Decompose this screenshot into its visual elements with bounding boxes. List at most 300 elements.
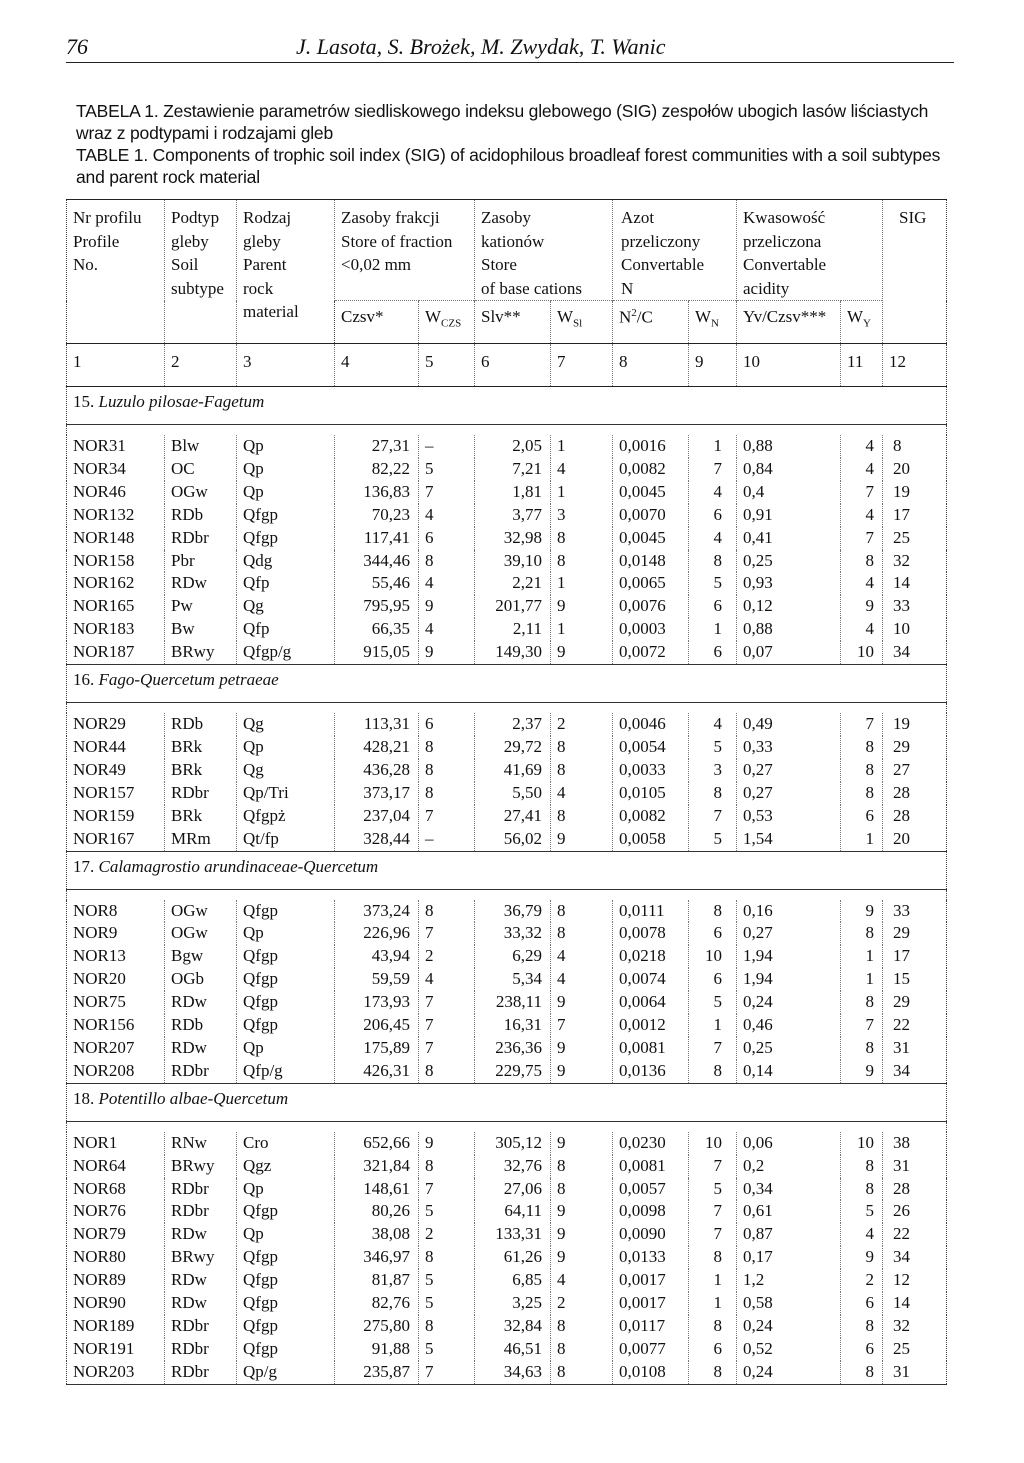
table-cell: 6 [419,713,475,736]
group-heading [67,387,947,425]
subhead-wy: $W_Y$ [841,301,883,344]
table-cell: 0,14 [737,1060,841,1083]
table-cell: 0,0108 [613,1361,689,1384]
table-cell: Qp/g [237,1361,335,1384]
table-cell: 7 [841,1014,883,1037]
table-cell: NOR148 [67,527,165,550]
table-cell: 7 [689,805,737,828]
group-heading-row [67,387,947,425]
table-cell: 9 [551,1132,613,1155]
table-cell: 2 [419,1223,475,1246]
table-cell: 1 [551,481,613,504]
table-cell: 34 [883,1246,947,1269]
table-cell: 1 [689,618,737,641]
table-cell: 8 [841,736,883,759]
table-cell: 8 [551,1361,613,1384]
table-cell: 6 [419,527,475,550]
table-cell: 5 [419,1292,475,1315]
table-cell: Qt/fp [237,828,335,851]
table-cell: 7 [419,1361,475,1384]
table-cell: 426,31 [335,1060,419,1083]
table-cell: 32 [883,550,947,573]
table-cell: 3 [689,759,737,782]
table-cell: NOR208 [67,1060,165,1083]
column-number: 8 [613,344,689,387]
table-cell: 0,0148 [613,550,689,573]
table-cell: 7 [689,458,737,481]
group-gap [67,425,947,436]
table-cell: 80,26 [335,1200,419,1223]
table-cell: 4 [551,782,613,805]
col-fraction-header [335,200,475,301]
table-cell: RDbr [165,527,237,550]
h-rock-line: rock [243,278,274,298]
table-cell: NOR203 [67,1361,165,1384]
table-cell: 5 [689,828,737,851]
table-cell: 6 [689,1338,737,1361]
table-cell: Qp [237,1178,335,1201]
table-cell: 5 [689,991,737,1014]
table-cell: 0,34 [737,1178,841,1201]
table-cell: 0,25 [737,550,841,573]
table-cell: 9 [841,595,883,618]
table-cell: 4 [419,504,475,527]
table-cell: RDw [165,1223,237,1246]
table-cell: 0,0012 [613,1014,689,1037]
table-cell: NOR49 [67,759,165,782]
table-cell: 8 [689,550,737,573]
table-cell: 0,41 [737,527,841,550]
table-cell: RDw [165,572,237,595]
table-cell: RDw [165,1269,237,1292]
table-cell: 27,06 [475,1178,551,1201]
table-cell: 8 [689,1246,737,1269]
table-cell: 235,87 [335,1361,419,1384]
col-sig-header [883,200,947,344]
table-cell: 9 [841,1246,883,1269]
table-cell: 2,21 [475,572,551,595]
table-cell: 0,0082 [613,805,689,828]
table-cell: 305,12 [475,1132,551,1155]
table-row [67,713,947,736]
table-cell: 5 [419,1200,475,1223]
table-cell: 10 [883,618,947,641]
table-cell: 34,63 [475,1361,551,1384]
table-cell: 0,0078 [613,922,689,945]
table-cell: BRk [165,736,237,759]
table-cell: 0,0218 [613,945,689,968]
table-cell: 0,84 [737,458,841,481]
h-rock-line: Parent [243,255,287,274]
table-cell: 8 [551,1178,613,1201]
table-cell: 1 [689,1269,737,1292]
table-cell: NOR165 [67,595,165,618]
col-acidity-header [737,200,883,301]
table-cell: OGw [165,481,237,504]
table-cell: NOR29 [67,713,165,736]
table-cell: 8 [551,1338,613,1361]
table-cell: 10 [689,1132,737,1155]
table-cell: 1 [841,945,883,968]
table-cell: 2 [841,1269,883,1292]
column-number: 7 [551,344,613,387]
table-cell: 5 [419,1269,475,1292]
table-cell: 321,84 [335,1155,419,1178]
table-cell: RDbr [165,1338,237,1361]
table-row [67,828,947,851]
table-cell: 8 [841,1037,883,1060]
h-fraction-line: <0,02 mm [341,255,412,274]
table-cell: 4 [841,435,883,458]
table-cell: 8 [689,782,737,805]
table-cell: 8 [689,900,737,923]
col-rock-header [237,200,335,344]
table-cell: 8 [419,1155,475,1178]
table-cell: NOR44 [67,736,165,759]
table-cell: 3,25 [475,1292,551,1315]
table-cell: NOR20 [67,968,165,991]
table-cell: 1,81 [475,481,551,504]
table-row [67,900,947,923]
subhead-wn: $W_N$ [689,301,737,344]
table-cell: 0,88 [737,618,841,641]
column-number: 6 [475,344,551,387]
table-cell: 0,49 [737,713,841,736]
table-cell: Qfgp [237,1315,335,1338]
group-gap [67,889,947,900]
table-cell: 27,31 [335,435,419,458]
caption-english: TABLE 1. Components of trophic soil index (SIG) of acidophilous broadleaf forest communities with a soil subtypes and parent rock material [76,145,941,187]
table-cell: 0,17 [737,1246,841,1269]
table-cell: 9 [551,1246,613,1269]
table-cell: NOR75 [67,991,165,1014]
table-row [67,1269,947,1292]
table-cell: 4 [841,1223,883,1246]
h-subtype-line: Soil [171,255,199,274]
column-number: 1 [67,344,165,387]
table-row [67,572,947,595]
table-cell: 17 [883,504,947,527]
table-row [67,736,947,759]
table-cell: 1 [841,828,883,851]
table-cell: NOR156 [67,1014,165,1037]
table-cell: 0,0074 [613,968,689,991]
h-nitrogen-line: przeliczony [621,231,701,251]
table-cell: 4 [419,572,475,595]
table-cell: 10 [689,945,737,968]
table-cell: 6 [841,1338,883,1361]
table-cell: 9 [551,1060,613,1083]
table-cell: Qfgp [237,968,335,991]
table-cell: 2,11 [475,618,551,641]
table-cell: 32 [883,1315,947,1338]
table-row [67,782,947,805]
subhead-wczs: $W_{CZS}$ [419,301,475,344]
table-cell: 0,24 [737,991,841,1014]
table-cell: 0,46 [737,1014,841,1037]
community-name: Luzulo pilosae-Fagetum [98,392,265,411]
table-cell: 7 [551,1014,613,1037]
col-cations-header [475,200,613,301]
table-cell: 8 [551,1155,613,1178]
table-cell: Qgz [237,1155,335,1178]
table-cell: 25 [883,527,947,550]
table-cell: 8 [551,736,613,759]
table-cell: 82,76 [335,1292,419,1315]
table-cell: 36,79 [475,900,551,923]
table-cell: 8 [551,759,613,782]
table-cell: Qfgp [237,504,335,527]
table-cell: 31 [883,1037,947,1060]
table-cell: OGb [165,968,237,991]
table-cell: 4 [689,527,737,550]
table-cell: Qfgp [237,1246,335,1269]
h-acidity-line: przeliczona [743,231,822,251]
table-cell: 6 [689,595,737,618]
group-number: 15. [73,392,95,411]
table-cell: Qg [237,595,335,618]
table-cell: 1 [689,1292,737,1315]
table-cell: 206,45 [335,1014,419,1037]
table-cell: 0,0111 [613,900,689,923]
table-cell: 6 [689,968,737,991]
col-subtype-header [165,200,237,344]
table-cell: 0,52 [737,1338,841,1361]
table-cell: 10 [841,641,883,664]
table-cell: 33 [883,900,947,923]
table-cell: 0,06 [737,1132,841,1155]
group-heading [67,665,947,703]
table-cell: RDb [165,504,237,527]
table-cell: 8 [841,1178,883,1201]
table-row [67,618,947,641]
table-cell: 0,0072 [613,641,689,664]
table-cell: 10 [841,1132,883,1155]
table-cell: 3,77 [475,504,551,527]
table-cell: 16,31 [475,1014,551,1037]
table-cell: 275,80 [335,1315,419,1338]
column-number: 5 [419,344,475,387]
table-cell: 27 [883,759,947,782]
table-cell: 7 [841,481,883,504]
table-cell: 32,98 [475,527,551,550]
table-cell: NOR46 [67,481,165,504]
table-cell: 0,61 [737,1200,841,1223]
table-cell: 17 [883,945,947,968]
table-cell: Qfgp [237,1014,335,1037]
table-cell: 0,0046 [613,713,689,736]
table-cell: Qp [237,922,335,945]
running-header [66,30,954,63]
h-cations-line: kationów [481,231,545,251]
table-cell: 9 [841,1060,883,1083]
table-cell: 0,0054 [613,736,689,759]
table-cell: 5,50 [475,782,551,805]
table-caption [76,100,956,188]
table-cell: 4 [841,458,883,481]
table-cell: 5 [689,572,737,595]
table-cell: 6 [841,1292,883,1315]
table-cell: 8 [419,759,475,782]
table-cell: 238,11 [475,991,551,1014]
table-cell: 82,22 [335,458,419,481]
table-cell: RDbr [165,782,237,805]
table-cell: NOR1 [67,1132,165,1155]
table-cell: 0,58 [737,1292,841,1315]
table-cell: 28 [883,782,947,805]
table-cell: Qp [237,435,335,458]
table-cell: 19 [883,481,947,504]
table-cell: Qdg [237,550,335,573]
table-cell: 2 [551,713,613,736]
table-cell: 7 [419,805,475,828]
table-cell: Pw [165,595,237,618]
h-profile-line: No. [73,255,99,274]
table-cell: 8 [419,782,475,805]
table-cell: 4 [551,945,613,968]
h-acidity-line: acidity [743,278,790,298]
table-cell: 4 [841,618,883,641]
table-cell: 8 [841,991,883,1014]
table-cell: 64,11 [475,1200,551,1223]
table-cell: 31 [883,1155,947,1178]
table-cell: 29,72 [475,736,551,759]
table-cell: 226,96 [335,922,419,945]
table-cell: 5 [841,1200,883,1223]
table-row [67,1037,947,1060]
table-cell: 7 [689,1223,737,1246]
table-cell: 33,32 [475,922,551,945]
table-cell: Qfp [237,618,335,641]
subhead-wsl: $W_{Sl}$ [551,301,613,344]
table-cell: RDw [165,1037,237,1060]
table-cell: 7 [689,1200,737,1223]
table-cell: 0,53 [737,805,841,828]
table-cell: Qp [237,1037,335,1060]
table-cell: 0,0058 [613,828,689,851]
h-profile-line: Nr profilu [73,208,142,227]
table-row [67,968,947,991]
table-cell: 2 [551,1292,613,1315]
table-cell: RDbr [165,1060,237,1083]
table-cell: 229,75 [475,1060,551,1083]
table-cell: 4 [419,968,475,991]
table-cell: 8 [419,900,475,923]
table-cell: 5 [689,1178,737,1201]
table-row [67,1132,947,1155]
table-cell: NOR207 [67,1037,165,1060]
table-cell: 344,46 [335,550,419,573]
h-acidity-line: Convertable [743,255,827,274]
column-number: 2 [165,344,237,387]
table-cell: 9 [551,991,613,1014]
table-row [67,1014,947,1037]
subhead-n2c: $N^2/C$ [613,301,689,344]
table-cell: 9 [551,641,613,664]
table-cell: 4 [689,713,737,736]
table-cell: 15 [883,968,947,991]
table-cell: 6 [689,504,737,527]
table-cell: 1,54 [737,828,841,851]
table-cell: 4 [841,572,883,595]
table-cell: 14 [883,572,947,595]
h-subtype-line: gleby [171,231,209,251]
table-row [67,458,947,481]
table-cell: 8 [883,435,947,458]
table-cell: 9 [841,900,883,923]
table-cell: 8 [419,1246,475,1269]
table-cell: 81,87 [335,1269,419,1292]
table-cell: 0,87 [737,1223,841,1246]
table-cell: 0,4 [737,481,841,504]
table-cell: Qfp/g [237,1060,335,1083]
group-heading [67,851,947,889]
table-cell: 328,44 [335,828,419,851]
table-cell: 6,29 [475,945,551,968]
group-gap-cell [67,1121,947,1132]
table-cell: 7 [689,1155,737,1178]
table-cell: 1 [551,435,613,458]
table-cell: NOR162 [67,572,165,595]
table-cell: 0,07 [737,641,841,664]
table-row [67,1361,947,1384]
table-cell: 5 [419,458,475,481]
table-cell: 8 [419,1060,475,1083]
table-cell: NOR76 [67,1200,165,1223]
table-cell: Qfgp/g [237,641,335,664]
table-cell: RDbr [165,1200,237,1223]
table-row [67,1155,947,1178]
group-gap-cell [67,889,947,900]
table-cell: 28 [883,1178,947,1201]
sig-table [66,199,947,1385]
table-cell: Qp [237,1223,335,1246]
table-cell: 8 [551,527,613,550]
table-cell: OGw [165,900,237,923]
table-cell: 7 [419,1014,475,1037]
table-cell: 5 [689,736,737,759]
table-cell: – [419,435,475,458]
table-cell: 8 [689,1315,737,1338]
table-cell: 133,31 [475,1223,551,1246]
table-cell: 25 [883,1338,947,1361]
table-cell: 0,0117 [613,1315,689,1338]
table-cell: 0,0230 [613,1132,689,1155]
page-number: 76 [66,34,88,59]
subhead-czsv: Czsv* [335,301,419,344]
table-cell: Qfgp [237,1200,335,1223]
h-rock-line: Rodzaj [243,208,292,227]
table-cell: RDw [165,991,237,1014]
table-cell: Qfgp [237,991,335,1014]
table-cell: 39,10 [475,550,551,573]
table-cell: 0,12 [737,595,841,618]
table-cell: 8 [841,782,883,805]
table-cell: Qg [237,759,335,782]
table-cell: 0,0064 [613,991,689,1014]
table-cell: 1,94 [737,945,841,968]
table-row [67,527,947,550]
table-cell: 4 [551,968,613,991]
table-cell: 4 [551,458,613,481]
table-cell: 0,24 [737,1315,841,1338]
group-heading [67,1083,947,1121]
group-heading-row [67,665,947,703]
table-cell: 0,0082 [613,458,689,481]
table-cell: 0,27 [737,759,841,782]
table-cell: 8 [689,1361,737,1384]
h-cations-line: Zasoby [481,208,532,227]
